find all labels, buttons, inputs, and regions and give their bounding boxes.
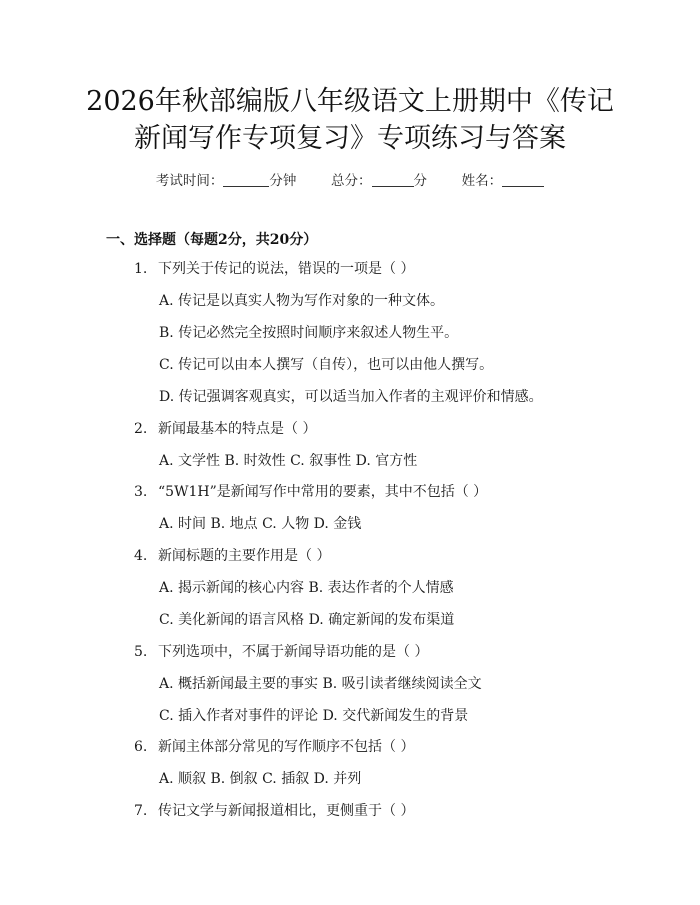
question-number: 7. [134, 803, 148, 819]
question-6-options: A. 顺叙 B. 倒叙 C. 插叙 D. 并列 [159, 771, 362, 787]
question-text: 新闻主体部分常见的写作顺序不包括（ ） [158, 739, 415, 755]
score-unit: 分 [413, 173, 427, 189]
exam-meta [0, 169, 700, 189]
score-label: 总分： [331, 173, 372, 189]
question-number: 3. [134, 484, 148, 500]
question-1-option-d: D. 传记强调客观真实，可以适当加入作者的主观评价和情感。 [159, 389, 543, 405]
question-text: 新闻标题的主要作用是（ ） [158, 548, 331, 564]
score-blank [372, 174, 414, 187]
time-unit: 分钟 [269, 173, 297, 189]
question-6 [134, 737, 414, 757]
question-4-options-ab: A. 揭示新闻的核心内容 B. 表达作者的个人情感 [159, 580, 454, 596]
question-4-options-cd: C. 美化新闻的语言风格 D. 确定新闻的发布渠道 [159, 612, 455, 628]
time-blank [223, 174, 269, 187]
document-title-line2: 新闻写作专项复习》专项练习与答案 [134, 123, 566, 154]
question-5-options-ab: A. 概括新闻最主要的事实 B. 吸引读者继续阅读全文 [159, 676, 482, 692]
question-7 [134, 801, 414, 821]
question-3-options: A. 时间 B. 地点 C. 人物 D. 金钱 [159, 516, 362, 532]
question-text: 传记文学与新闻报道相比，更侧重于（ ） [158, 803, 415, 819]
question-number: 2. [134, 421, 148, 437]
question-5-options-cd: C. 插入作者对事件的评论 D. 交代新闻发生的背景 [159, 708, 469, 724]
document-title-line1: 2026年秋部编版八年级语文上册期中《传记 [86, 86, 614, 117]
name-blank [502, 174, 544, 187]
question-2 [134, 419, 316, 439]
question-number: 4. [134, 548, 148, 564]
question-4 [134, 546, 330, 566]
question-number: 1. [134, 261, 148, 277]
question-text: “5W1H”是新闻写作中常用的要素，其中不包括（ ） [158, 484, 488, 500]
question-5 [134, 642, 428, 662]
question-3 [134, 482, 487, 502]
time-label: 考试时间： [155, 173, 224, 189]
question-2-options: A. 文学性 B. 时效性 C. 叙事性 D. 官方性 [159, 453, 418, 469]
question-number: 5. [134, 644, 148, 660]
question-text: 下列关于传记的说法，错误的一项是（ ） [158, 261, 415, 277]
question-1-option-b: B. 传记必然完全按照时间顺序来叙述人物生平。 [159, 325, 459, 341]
name-label: 姓名： [461, 173, 503, 189]
question-text: 下列选项中，不属于新闻导语功能的是（ ） [158, 644, 429, 660]
question-text: 新闻最基本的特点是（ ） [158, 421, 317, 437]
section-heading-choice: 一、选择题（每题2分，共20分） [106, 232, 318, 248]
question-1 [134, 259, 414, 279]
question-number: 6. [134, 739, 148, 755]
question-1-option-a: A. 传记是以真实人物为写作对象的一种文体。 [159, 293, 445, 309]
question-1-option-c: C. 传记可以由本人撰写（自传），也可以由他人撰写。 [159, 357, 494, 373]
